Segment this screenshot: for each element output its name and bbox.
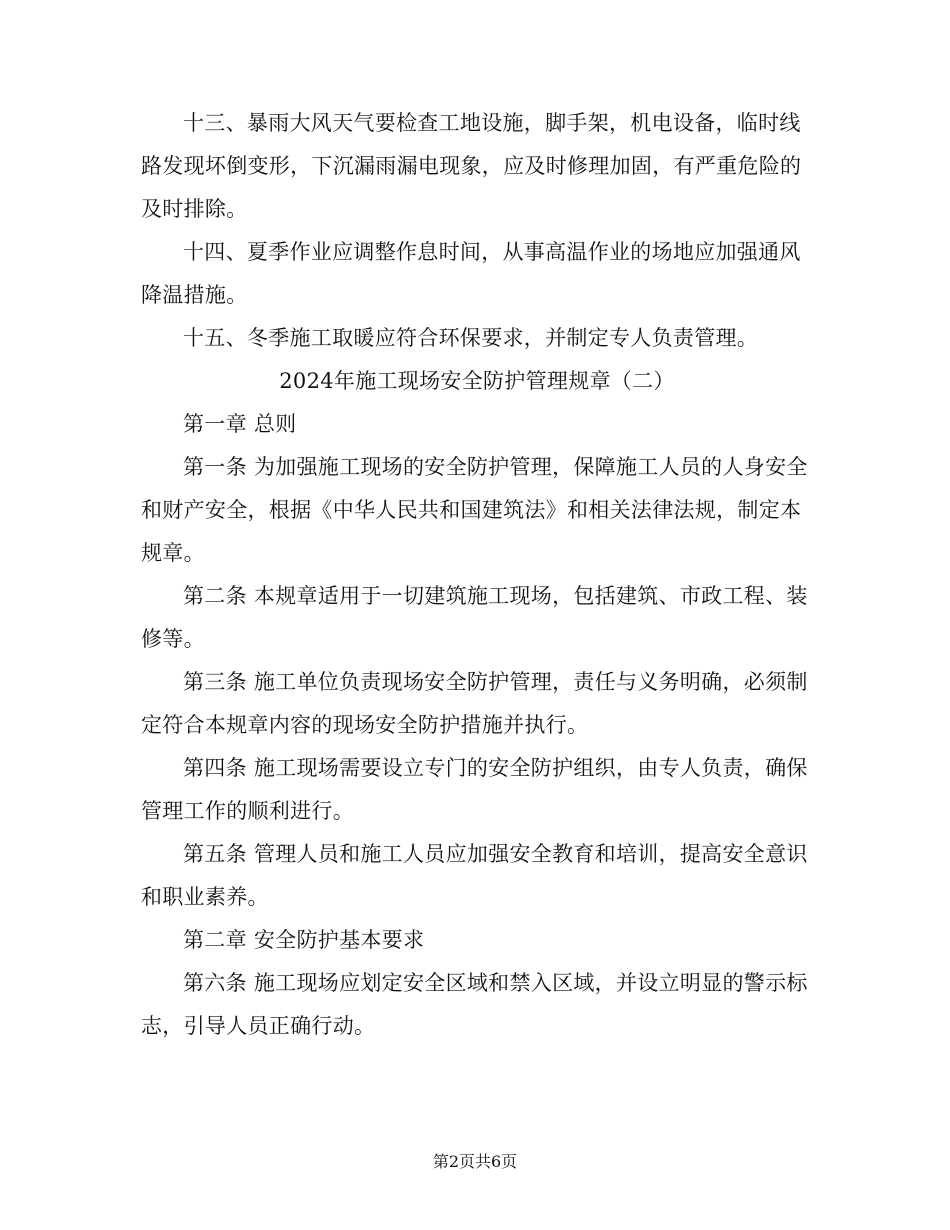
paragraph: 第六条 施工现场应划定安全区域和禁入区域，并设立明显的警示标志，引导人员正确行动。	[141, 971, 808, 1038]
paragraph: 第四条 施工现场需要设立专门的安全防护组织，由专人负责，确保管理工作的顺利进行。	[141, 756, 808, 823]
paragraph: 十五、冬季施工取暖应符合环保要求，并制定专人负责管理。	[183, 326, 759, 350]
paragraph: 十三、暴雨大风天气要检查工地设施，脚手架，机电设备，临时线路发现坏倒变形，下沉漏雨漏电现象，应及时修理加固，有严重危险的及时排除。	[141, 111, 802, 221]
paragraph: 十四、夏季作业应调整作息时间，从事高温作业的场地应加强通风降温措施。	[141, 240, 801, 307]
chapter-heading: 第一章 总则	[183, 412, 297, 436]
chapter-heading: 第二章 安全防护基本要求	[183, 928, 425, 952]
paragraph: 第二条 本规章适用于一切建筑施工现场，包括建筑、市政工程、装修等。	[141, 584, 808, 651]
page-number-footer: 第2页共6页	[432, 1152, 518, 1171]
paragraph: 第三条 施工单位负责现场安全防护管理，责任与义务明确，必须制定符合本规章内容的现场安全防护措施并执行。	[141, 670, 808, 737]
paragraph: 第五条 管理人员和施工人员应加强安全教育和培训，提高安全意识和职业素养。	[141, 842, 808, 909]
document-body	[141, 102, 813, 1048]
paragraph: 第一条 为加强施工现场的安全防护管理，保障施工人员的人身安全和财产安全，根据《中华人民共和国建筑法》和相关法律法规，制定本规章。	[141, 455, 808, 565]
section-title: 2024年施工现场安全防护管理规章（二）	[279, 369, 675, 393]
